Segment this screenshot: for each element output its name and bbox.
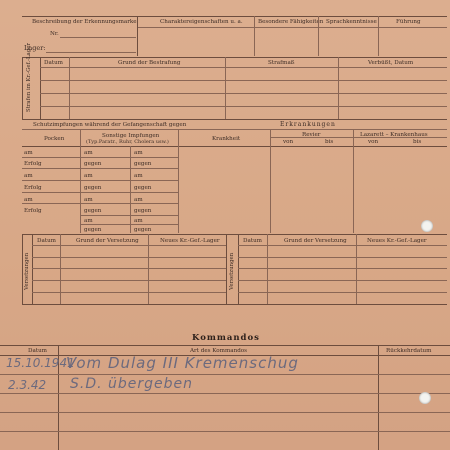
erk-lazarett-bis: bis [413, 139, 422, 145]
impf-r5a: am [24, 197, 33, 203]
erkrankungen-header: Erkrankungen [280, 121, 336, 128]
rule [0, 412, 450, 413]
impf-r8b: gegen [84, 227, 102, 233]
rule [22, 234, 447, 235]
rule [22, 57, 23, 119]
rule [22, 57, 447, 58]
rule [238, 268, 447, 269]
erk-lazarett: Lazarett – Krankenhaus [360, 132, 428, 138]
strafen-datum: Datum [44, 60, 63, 66]
rule [32, 268, 226, 269]
rule [318, 16, 319, 56]
col-beschreibung: Beschreibung der Erkennungsmarke [32, 19, 137, 25]
impf-r5b: am [84, 197, 93, 203]
strafen-side-label: Strafen im Kr.-Gef.-Lager [26, 43, 32, 112]
kommando-2-text: S.D. übergeben [70, 376, 194, 392]
impf-r1b: am [84, 150, 93, 156]
rule [22, 157, 178, 158]
impf-sonstige-sub: (Typ.Paratr., Ruhr, Cholera usw.) [86, 139, 169, 145]
kommando-1-date: 15.10.1941 [6, 356, 75, 370]
impf-r3c: am [134, 173, 143, 179]
kommando-2-date: 2.3.42 [8, 378, 47, 392]
strafen-verbuesst: Verbüßt, Datum [368, 60, 414, 66]
rule [138, 27, 447, 28]
rule [238, 257, 447, 258]
rule [80, 215, 178, 216]
impf-r7b: am [84, 218, 93, 224]
rule [22, 119, 447, 120]
rule [270, 129, 271, 233]
impf-r3b: am [84, 173, 93, 179]
col-sprachen: Sprachkenntnisse [326, 19, 377, 25]
rule [130, 146, 131, 233]
rule [32, 245, 226, 246]
impf-r8c: gegen [134, 227, 152, 233]
impf-r2a: Erfolg [24, 161, 42, 167]
kommandos-datum: Datum [28, 348, 47, 354]
rule [22, 234, 23, 304]
rule [178, 129, 179, 233]
col-charakter: Charaktereigenschaften u. a. [160, 19, 243, 25]
rule [254, 16, 255, 56]
impf-r2c: gegen [134, 161, 152, 167]
nr-line [60, 37, 136, 38]
rule [137, 16, 138, 56]
rule [0, 345, 450, 346]
punch-hole-lower [419, 392, 431, 404]
rule [80, 129, 81, 233]
rule [32, 257, 226, 258]
vers-datum-l: Datum [37, 238, 56, 244]
rule [22, 146, 447, 147]
impf-r6a: Erfolg [24, 208, 42, 214]
rule [22, 203, 178, 204]
versetzungen-side-left: Versetzungen [24, 252, 30, 290]
rule [40, 67, 447, 68]
erk-revier: Revier [302, 132, 321, 138]
rule [353, 129, 354, 233]
col-faehigkeiten: Besondere Fähigkeiten [258, 19, 324, 25]
vers-neues-r: Neues Kr.-Gef.-Lager [367, 238, 427, 244]
rule [22, 192, 178, 193]
impf-r6c: gegen [134, 208, 152, 214]
impf-header: Schutzimpfungen während der Gefangenschaft gegen [33, 122, 187, 128]
erk-revier-von: von [283, 139, 294, 145]
kommandos-rueck: Rückkehrdatum [386, 348, 432, 354]
impf-r7c: am [134, 218, 143, 224]
impf-pocken: Pocken [44, 136, 65, 142]
rule [40, 80, 447, 81]
kommando-1-text: Vom Dulag III Kremenschug [66, 354, 299, 372]
rule [226, 234, 227, 304]
rule [40, 106, 447, 107]
impf-r4c: gegen [134, 185, 152, 191]
vers-datum-r: Datum [243, 238, 262, 244]
erk-revier-bis: bis [325, 139, 334, 145]
impf-r1c: am [134, 150, 143, 156]
rule [22, 16, 447, 17]
rule [22, 168, 178, 169]
lager-line [46, 52, 136, 53]
versetzungen-side-right: Versetzungen [229, 252, 235, 290]
impf-r4b: gegen [84, 185, 102, 191]
rule [0, 374, 450, 375]
kommandos-art: Art des Kommandos [190, 348, 248, 354]
impf-r2b: gegen [84, 161, 102, 167]
punch-hole-upper [421, 220, 433, 232]
rule [270, 137, 447, 138]
rule [238, 245, 447, 246]
rule [378, 345, 379, 450]
strafen-grund: Grund der Bestrafung [118, 60, 181, 66]
rule [0, 431, 450, 432]
impf-r1a: am [24, 150, 33, 156]
nr-label: Nr. [50, 31, 59, 37]
rule [80, 224, 178, 225]
vers-grund-r: Grund der Versetzung [284, 238, 347, 244]
rule [0, 393, 450, 394]
kommandos-title: Kommandos [192, 333, 260, 343]
impf-sonstige: Sonstige Impfungen [102, 133, 160, 139]
impf-r6b: gegen [84, 208, 102, 214]
rule [378, 16, 379, 56]
rule [238, 280, 447, 281]
vers-neues-l: Neues Kr.-Gef.-Lager [160, 238, 220, 244]
col-fuehrung: Führung [396, 19, 421, 25]
impf-r3a: am [24, 173, 33, 179]
impf-r4a: Erfolg [24, 185, 42, 191]
strafen-strafmass: Strafmaß [268, 60, 295, 66]
impf-r5c: am [134, 197, 143, 203]
lager-label: Lager: [24, 44, 46, 52]
erk-lazarett-von: von [368, 139, 379, 145]
vers-grund-l: Grund der Versetzung [76, 238, 139, 244]
rule [22, 180, 178, 181]
rule [22, 129, 447, 130]
rule [22, 304, 447, 305]
rule [32, 280, 226, 281]
erk-krankheit: Krankheit [212, 136, 241, 142]
rule [32, 292, 226, 293]
rule [40, 93, 447, 94]
rule [238, 292, 447, 293]
